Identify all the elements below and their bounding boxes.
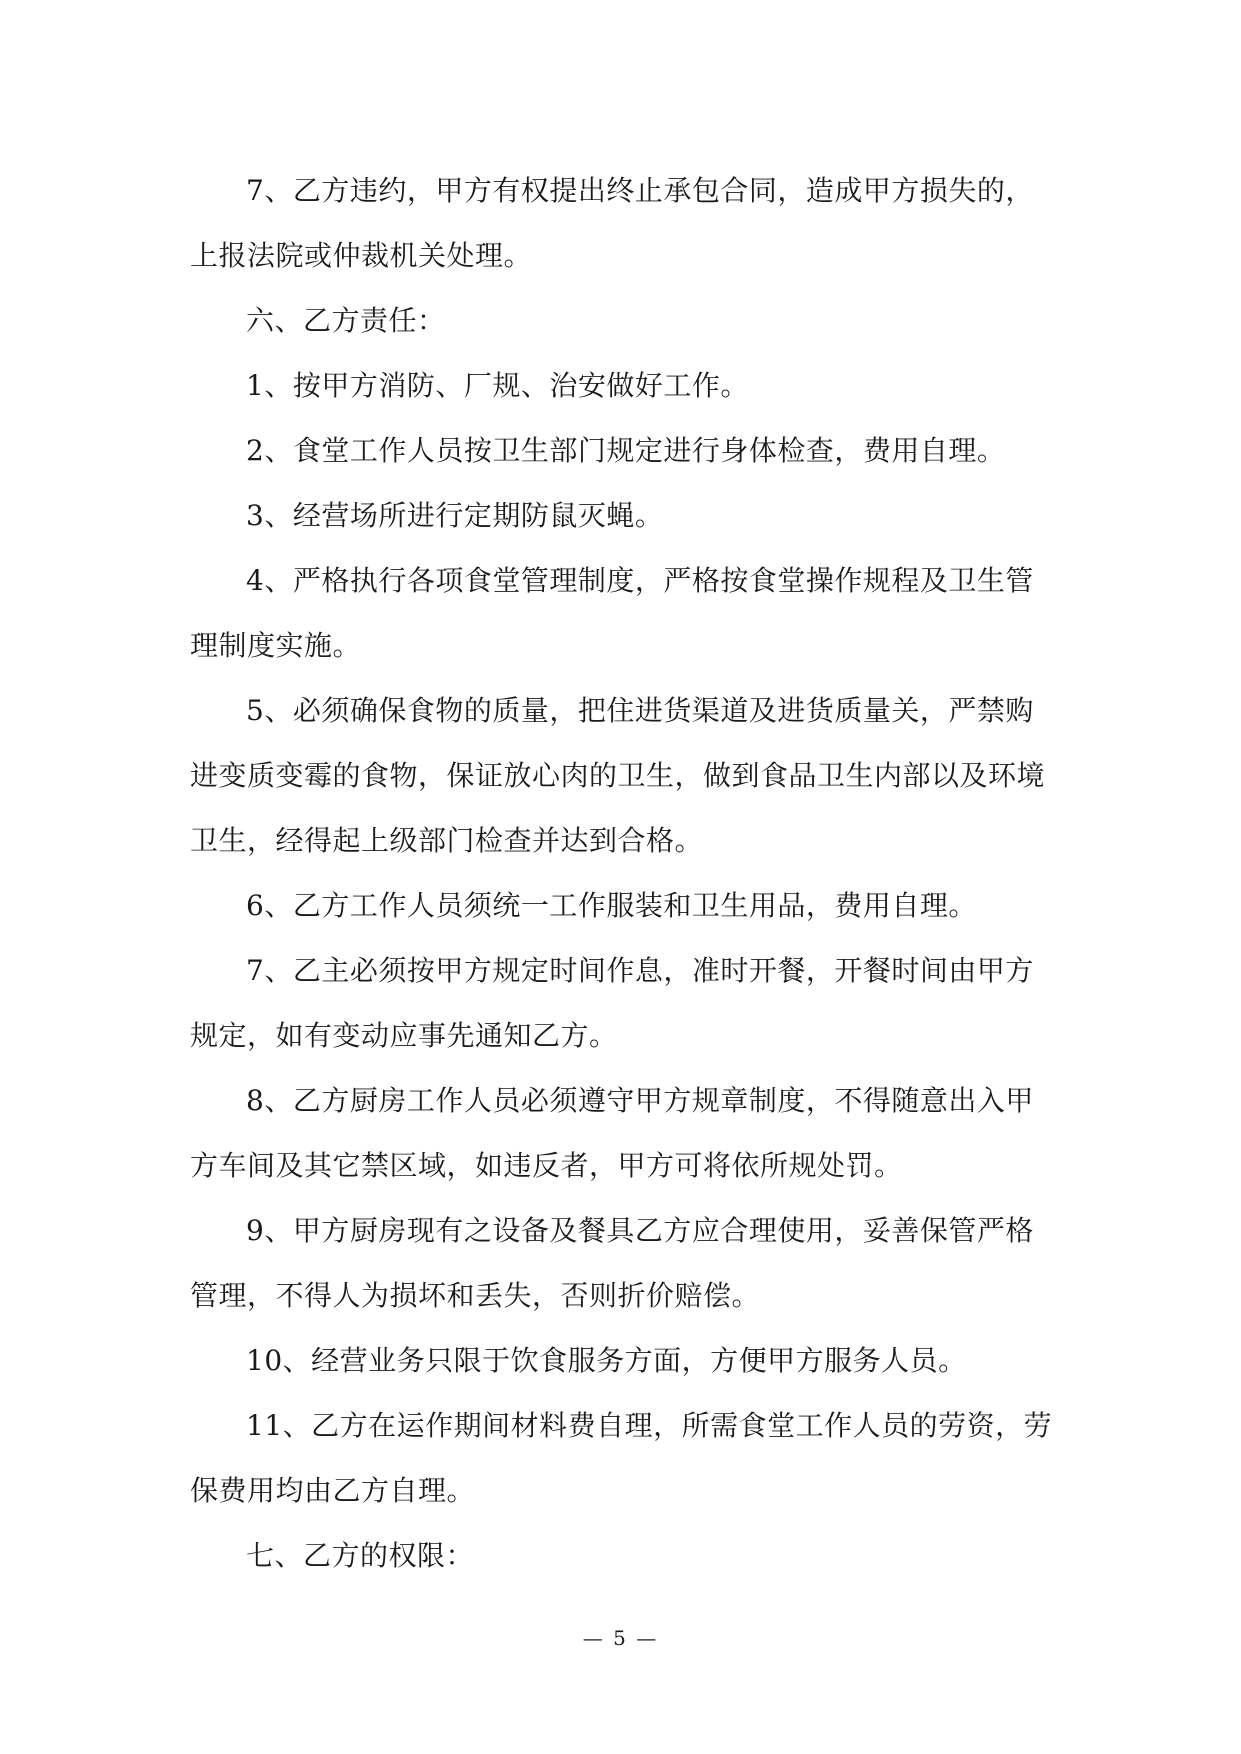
document-body [190,158,1058,1588]
paragraph-clause-2: 2、食堂工作人员按卫生部门规定进行身体检查，费用自理。 [246,434,1006,467]
paragraph-clause-5: 5、必须确保食物的质量，把住进货渠道及进货质量关，严禁购进变质变霉的食物，保证放心肉的卫生，做到食品卫生内部以及环境卫生，经得起上级部门检查并达到合格。 [190,694,1046,857]
paragraph-clause-3: 3、经营场所进行定期防鼠灭蝇。 [246,499,664,532]
paragraph-clause-9: 9、甲方厨房现有之设备及餐具乙方应合理使用，妥善保管严格管理，不得人为损坏和丢失，否则折价赔偿。 [190,1214,1034,1312]
paragraph-clause-1: 1、按甲方消防、厂规、治安做好工作。 [246,369,749,402]
paragraph-clause-7: 7、乙主必须按甲方规定时间作息，准时开餐，开餐时间由甲方规定，如有变动应事先通知乙方。 [190,954,1034,1052]
paragraph-clause-6: 6、乙方工作人员须统一工作服装和卫生用品，费用自理。 [246,889,977,922]
paragraph-clause-11: 11、乙方在运作期间材料费自理，所需食堂工作人员的劳资，劳保费用均由乙方自理。 [190,1409,1053,1507]
section-heading-party-b-rights: 七、乙方的权限： [246,1539,475,1572]
paragraph-clause-10: 10、经营业务只限于饮食服务方面，方便甲方服务人员。 [246,1344,967,1377]
paragraph-clause-4: 4、严格执行各项食堂管理制度，严格按食堂操作规程及卫生管理制度实施。 [190,564,1034,662]
section-heading-party-b-responsibilities: 六、乙方责任： [246,304,446,337]
paragraph-clause-7-breach: 7、乙方违约，甲方有权提出终止承包合同，造成甲方损失的，上报法院或仲裁机关处理。 [190,174,1034,272]
paragraph-clause-8: 8、乙方厨房工作人员必须遵守甲方规章制度，不得随意出入甲方车间及其它禁区域，如违反者，甲方可将依所规处罚。 [190,1084,1034,1182]
page-number: — 5 — [582,1626,659,1650]
